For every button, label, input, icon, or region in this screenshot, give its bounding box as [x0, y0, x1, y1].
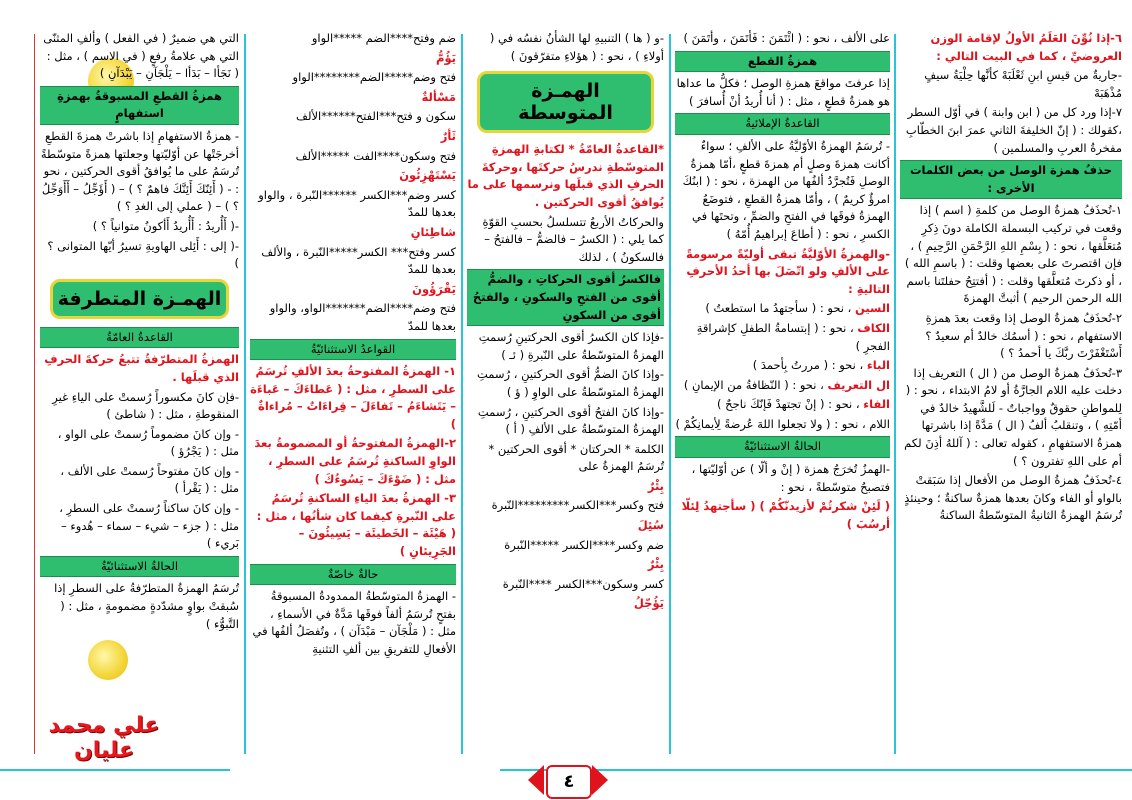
paragraph: والحركاتُ الأربعُ تتسلسلُ بحسبِ القوّةِ كما يلي : ( الكسرُ – فالضمُّ – فالفتحُ – فالسكونُ ) ، لذلك [482, 214, 664, 264]
section-header-exception: الحالةُ الاستثنائيّةُ [40, 556, 239, 578]
example-word: شاطِئانِ [410, 224, 456, 239]
paragraph: -( أَأُريدُ : أَأُريدُ أَأكونُ متوانياً ؟ ) [92, 218, 239, 233]
list-value: ، نحو : ( مررتُ بِأحمدَ ) [752, 358, 864, 373]
example-detail: كسر وضم***الكسر ******النّبرة ، والواو بعدها للمدّ [258, 187, 456, 220]
general-rule: الهمزةُ المتطرّفةُ تتبعُ حركةَ الحرفِ الذي قبلَها . [44, 352, 239, 384]
list-value: ، نحو : ( النّظافةُ من الإيمانِ ) [683, 377, 824, 392]
rule-6: ٦-إذا نُوِّنَ العَلَمُ الأولُ لإقامة الوزن العروضيِّ ، كما في البيت التالي : [930, 31, 1122, 63]
list-key: ال التعريف [827, 377, 890, 392]
example-detail: سكون و فتح***الفتح******الألف [296, 109, 456, 124]
poetry-verse: -جاريةٌ من قيسِ ابنِ ثَعْلَبَهْ كأنَّها حِلْيَةُ سيفٍ مُذْهَبَهْ [924, 68, 1122, 100]
paragraph: تُرسَمُ الهمزةُ المتطرّفةُ على السطرِ إذا سُبقتْ بواوٍ مشدّدةٍ مضمومةٍ ، مثل : ( التَّبوُّء ) [54, 581, 239, 631]
paragraph: على الألف ، نحو : ( ائْتَمَنَ : فَأْتَمَنَ ، وأْتَمَنَ ) [683, 31, 890, 45]
paragraph: -فإذا كان الكسرُ أقوى الحركتينِ رُسمتِ الهمزةُ المتوسّطةُ على النّبرةِ ( ئـ ) [478, 330, 664, 362]
deletion-rule-4: ٤-تُحذَفُ همزةُ الوصل من الأفعال إذا سَبَقتْ بالواو أو الفاء وكانَ بعدها همزةٌ ساكنةٌ ؛ وحينئذٍ تُرسَمُ الهمزةُ الثانيةُ المتوسّطةُ الساكنةُ [904, 473, 1122, 523]
example-word: يَسْتَهْزِئُونَ [399, 168, 456, 183]
example-word: سُئِلَ [637, 518, 664, 533]
list-key: الكاف [857, 320, 890, 335]
column-3 [463, 30, 668, 765]
example-word: مَسْألةٌ [421, 89, 456, 104]
section-header-hamzat-qat: همزةُ القطع [675, 51, 890, 73]
example-detail: ضم وفتح****الضم *****الواو [311, 31, 456, 45]
list-value: ، نحو : ( سأجتهدُ ما استطعتُ ) [705, 301, 852, 316]
list-item [675, 320, 890, 355]
exception-rule-1: ١- الهمزةُ المفتوحةُ بعدَ الألفِ تُرسَمُ على السطرِ ، مثل : ( عَطاءَكَ – عَباءَة – يَتَشاءَمُ – تَفاءَلَ – قِراءَاتٌ – مُراءاةٌ ) [250, 364, 456, 431]
example-detail: فتح وسكون****الفت *****الألف [295, 148, 456, 163]
section-header-exception: الحالةُ الاستثنائيّةُ [675, 436, 890, 458]
paragraph: -وإذا كانَ الضمُّ أقوى الحركتينِ ، رُسمتِ الهمزةُ المتوسّطةُ على الواوِ ( ؤ ) [476, 367, 664, 399]
paragraph: - وإن كانَ مضموماً رُسمتْ على الواو ، مثل : ( يَجْرُؤ ) [57, 426, 239, 459]
highlight-box: فالكسرُ أقوى الحركاتِ ، والضمُّ أقوى من الفتحِ والسكونِ ، والفتحُ أقوى من السكونِ [467, 269, 664, 326]
paragraph: -و ( ها ) التنبيهِ لها الشأنُ نفسُه في ( أولاءِ ) ، نحو : ( هؤلاءِ متفرّقونَ ) [489, 31, 664, 63]
paragraph: إذا عرفتَ مواقعَ همزةِ الوصل ؛ فكلُّ ما عداها هو همزةُ قطعٍ ، مثل : ( أنا أُريدُ أنْ أُسافرَ ) [676, 76, 890, 108]
page-number: ٤ [546, 765, 592, 799]
example-detail: كسر وسكون***الكسر ****النّبرة [502, 576, 664, 591]
example-detail: فتح وضم*****الضم********الواو [292, 70, 456, 85]
paragraph: التي هي ضميرٌ ( في الفعل ) وألفِ المثنّى التي هي علامةُ رفعٍ ( في الاسم ) ، مثل : ( نَجَأا – بَدَأا – يَلْجَآنِ – يَبْدَآنِ ) [43, 31, 239, 81]
list-item: اللام ، نحو : ( ولا تجعلوا اللهَ عُرضةً لِأيمانِكُمْ ) [675, 416, 890, 431]
section-title-final-hamza: الهمـزة المتطرفة [50, 279, 229, 319]
paragraph: -الهمزُ تُخرَجُ همزة ( إنْ و ألّا ) عن أوّليّتها ، فتصبحُ متوسّطةً ، نحو : [691, 462, 890, 494]
paragraph: - تُرسَمُ الهمزةُ الأوّليَّةُ على الألفِ ؛ سواءٌ أكانت همزةَ وصلٍ أم همزةَ قطعٍ ،أمّا همزةُ الوصلِ فَتُجرَّدُ ألفُها من الهمزة ، نحو : ( ابنُكَ امرؤٌ كريمٌ ) ، وأمّا همزةُ القطعِ ، فتوضَعُ الهمزةُ فوقَها في الفتحِ والضمِّ ، وتحتَها في الكسرِ ، نحو : ( أطاعَ إبراهيمُ أُمّهُ ) [682, 138, 890, 241]
example-word: ثَأرٌ [440, 128, 456, 143]
example-word: يَقْرَؤُونَ [412, 281, 456, 296]
example-word: بِئْرٌ [647, 478, 664, 493]
paragraph: -والهمزةُ الأوّليَّةُ تبقى أوليّةً مرسومةً على الألفِ ولو اتّصَلَ بها أحدُ الأحرفِ التاليةِ : [686, 246, 890, 296]
section-header-general-rule: القاعدةُ العامّةُ [40, 327, 239, 349]
example-detail: فتح وكسر***الكسر*********النّبرة [491, 498, 664, 513]
paragraph: - وإن كانَ ساكناً رُسمتْ على السطرِ ، مثل : ( جزء – شيء – سماء – هُدوء – بَريء ) [59, 501, 239, 551]
page-number-decoration [592, 765, 608, 795]
list-item [675, 357, 890, 375]
paragraph: - همزةُ الاستفهامِ إذا باشرتْ همزةَ القطعِ أخرجَتْها عن أوّليّتها وجعلتها همزةً متوسّطةً تُرسَمُ على ما يُوافقُ أقوى الحركتين ، نحو : - ( أَئِنّكَ أَئِنَّكَ فاهمٌ ؟ ) – ( أَؤَجِّلُ – أَأَوَجِّلُ ؟ ) – ( عملي إلى الغدِ ؟ ) [40, 128, 239, 214]
paragraph: - وإن كانَ مفتوحاً رُسمتْ على الألف ، مثل : ( يَقْرأ ) [60, 463, 239, 496]
column-5 [36, 30, 243, 765]
section-header-hamzat-wasl-deletion: حذفُ همزة الوصل من بعض الكلمات الأخرى : [900, 160, 1122, 199]
example-word: بِئْرٌ [647, 557, 664, 572]
table-header: الكلمة * الحركتان * أقوى الحركتين * تُرسَمُ الهمزةُ على [488, 441, 664, 474]
example-detail: فتح وضم****الضم*******الواو، والواو بعدها للمدّ [269, 301, 456, 333]
list-value: ، نحو : ( إنْ تجتهدْ فَإنّكَ ناجحٌ ) [717, 397, 860, 412]
deletion-rule-2: ٢-تُحذَفُ همزةُ الوصل إذا وقعت بعدَ همزةِ الاستفهام ، نحو : ( أسمُك خالدٌ أم سعيدٌ ؟ أَسْتَغْفَرْتَ ربَّكَ يا أحمدُ ؟ ) [925, 310, 1122, 361]
list-value: ، نحو : ( إبتسامةُ الطفلِ كإشراقةِ الفجرِ ) [696, 320, 890, 353]
example: ( لَئِنْ شكرتُمْ لأزيدنّكُمْ ) ( سأجتهدُ لِئلّا أرسُبَ ) [681, 499, 890, 531]
exception-rule-3: ٣- الهمزةُ بعدَ الياءِ الساكنةِ تُرسَمُ على النّبرةِ كيفما كان شأنُها ، مثل : ( هَيْئَة – الخَطيئَة – يَسِيئُونَ – الجَرِيئانِ ) [256, 491, 456, 559]
rule-7: ٧-إذا ورد كل من ( ابن وابنة ) في أوّل السطر ،كقولك : ( إنّ الخليفةَ الثاني عمرَ ابنَ الخطّابِ مفخرةُ العربِ والمسلمين ) [905, 105, 1122, 155]
footer-rule [0, 769, 230, 771]
page-footer [0, 765, 1132, 800]
section-header-qat-after-question: همزةُ القطعِ المسبوقةُ بهمزةِ استفهامٍ [40, 86, 239, 125]
section-header-spelling-rule: القاعدةُ الإملائيةُ [675, 113, 890, 135]
page-number-decoration [528, 765, 544, 795]
deletion-rule-3: ٣-تُحذَفُ همزةُ الوصل من ( ال ) التعريف إذا دخلت عليه اللام الجارَّةُ أو لامُ الابتداء ، نحو : ( لِلمواطنِ حقوقٌ وواجباتٌ - لَلشَّهيدُ خالدٌ في أمّتِهِ ) ، وتنقلبُ ألفُ ( ال ) مَدَّةً إذا باشرتها همزةُ الاستفهامِ ، كقوله تعالى : ( آللهُ أذِنَ لكم أم على اللهِ تفترون ؟ ) [904, 365, 1122, 468]
list-item [675, 377, 890, 395]
example-word: يَؤُجّلُ [633, 596, 664, 611]
column-1 [896, 30, 1126, 765]
paragraph: - الهمزةُ المتوسّطةُ الممدودةُ المسبوقةُ بفتحٍ تُرسَمُ ألفاً فوقَها مَدَّةٌ في الأسماءِ ، مثل : ( مَلْجَآن – مَبْدَآن ) ، وتُفصَلُ ألفُها في الأفعالِ للتفريقِ بين ألفِ التثنيةِ [252, 589, 456, 656]
section-title-middle-hamza: الهمـزة المتوسطة [477, 71, 654, 133]
list-item [675, 300, 890, 318]
column-4 [246, 30, 460, 765]
list-item [675, 396, 890, 414]
list-key: الفاء [863, 397, 890, 412]
section-header-exceptional-rules: القواعدُ الاستثنائيّةُ [250, 339, 456, 361]
paragraph: -وإذا كانَ الفتحُ أقوى الحركتينِ ، رُسمتِ الهمزةُ المتوسّطةُ على الألفِ ( أ ) [477, 404, 664, 437]
column-divider [34, 34, 35, 754]
section-header-special-case: حالةٌ خاصّةٌ [250, 564, 456, 586]
author-signature: علي محمد عليان [48, 713, 160, 763]
exception-rule-2: ٢-الهمزةُ المفتوحةُ أو المضمومةُ بعدَ الواوِ الساكنةِ تُرسَمُ على السطرِ ، مثل : ( ضَوْءَكَ – يَسُوءُكَ ) [254, 436, 456, 486]
paragraph: -فإن كانَ مكسوراً رُسمتْ على الياءِ غيرِ المنقوطةِ ، مثل : ( شاطئ ) [52, 389, 239, 422]
deletion-rule-1: ١-تُحذَفُ همزةُ الوصل من كلمةِ ( اسم ) إذا وقعت في تركيب البسملة الكاملة دونَ ذِكرِ مُتعَلَّقها ، نحو : ( بِسْمِ اللهِ الرَّحْمَنِ الرَّحِيمِ ) ، فإن اقتصرتَ على بعضها وقلت : ( باسمِ الله ) ، أو ذكرتَ مُتعلَّقها وقلت : ( أفتتِحُ حفلتَنا باسم الله الرحمن الرحيم ) أثبتَّ الهمزةَ [904, 203, 1122, 306]
example-detail: كسر وفتح*** الكسر*****النّبرة ، والألف بعدها للمدّ [261, 244, 456, 277]
general-rule: *القاعدةُ العامّةُ * لكتابةِ الهمزةِ المتوسّطةِ ندرسُ حركتَها ،وحركةَ الحرفِ الذي قبلَها ونرسمها على ما يُوافقُ أقوى الحركتين . [467, 142, 664, 209]
list-key: السين [854, 301, 890, 316]
paragraph: -( إلى : أَئِلى الهاويةِ تسيرُ أيّها المتوانى ؟ ) [47, 238, 239, 271]
example-detail: ضم وكسر****الكسر *****النّبرة [504, 537, 664, 552]
list-key: الباء [866, 358, 890, 373]
column-2 [671, 30, 894, 765]
example-word: يَؤُمُّ [436, 50, 456, 65]
